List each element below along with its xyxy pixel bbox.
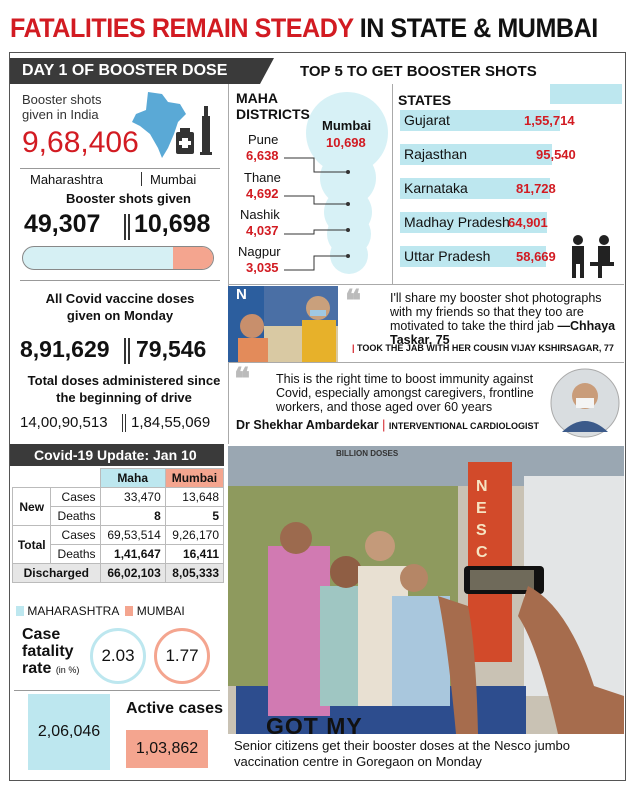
- divider: [141, 172, 142, 186]
- mumbai-share-fill: [173, 247, 213, 270]
- quote1-caption: | TOOK THE JAB WITH HER COUSIN VIJAY KSHIRSAGAR, 77: [352, 343, 614, 353]
- divider: [125, 414, 126, 432]
- district-leader-lines: [284, 150, 354, 274]
- headline-part2: IN STATE & MUMBAI: [359, 13, 598, 43]
- state-name-karnataka: Karnataka: [404, 180, 468, 196]
- col-mumbai: Mumbai: [165, 469, 223, 488]
- row-discharged: Discharged: [13, 564, 101, 583]
- table-corner: [13, 469, 101, 488]
- total-doses-title: [0, 372, 248, 406]
- total-doses-mh-value: 14,00,90,513: [20, 414, 108, 431]
- quote1-body: I'll share my booster shot photographs with my friends so that they too are motivated to take the third jab: [390, 291, 602, 333]
- total-doses-title-line2: the beginning of drive: [56, 390, 192, 405]
- quote2-mark-icon: ❝: [234, 363, 251, 396]
- active-mumbai: 1,03,862: [126, 730, 208, 768]
- mum-label: Mumbai: [150, 172, 197, 187]
- quote2-role: INTERVENTIONAL CARDIOLOGIST: [388, 421, 540, 431]
- active-title: Active cases: [126, 700, 223, 717]
- india-label-line1: Booster shots: [22, 92, 102, 107]
- divider: [124, 214, 126, 240]
- district-value-nagpur: 3,035: [246, 260, 279, 275]
- cases-label: Cases: [51, 488, 100, 507]
- photo-top-sign: BILLION DOSES: [336, 449, 399, 458]
- cfr-label-line2: fatality: [22, 643, 74, 660]
- state-value-karnataka: 81,728: [516, 181, 556, 196]
- update-title: Covid-19 Update: Jan 10: [10, 444, 224, 466]
- india-value: 9,68,406: [22, 126, 139, 159]
- cfr-label: [22, 626, 79, 679]
- active-maha: 2,06,046: [28, 694, 110, 770]
- covid-update-table: [12, 468, 224, 583]
- all-doses-title-line1: All Covid vaccine doses: [45, 291, 195, 306]
- row-new: New: [13, 488, 51, 526]
- state-bar-rajasthan: [400, 144, 552, 165]
- new-deaths-maha: 8: [100, 507, 165, 526]
- divider: [128, 214, 130, 240]
- districts-title: [236, 90, 310, 122]
- quote1-author: —Chhaya Taskar, 75: [390, 319, 616, 347]
- total-cases-mumbai: 9,26,170: [165, 526, 223, 545]
- deaths-label: Deaths: [51, 545, 100, 564]
- india-label: [22, 92, 102, 122]
- cfr-unit: (in %): [55, 665, 80, 675]
- top5-title: TOP 5 TO GET BOOSTER SHOTS: [300, 63, 537, 80]
- divider: [14, 690, 220, 691]
- legend-maha-label: MAHARASHTRA: [27, 604, 119, 618]
- quote2-author: Dr Shekhar Ambardekar: [236, 418, 379, 432]
- all-doses-title-line2: given on Monday: [66, 308, 174, 323]
- divider: [392, 84, 393, 284]
- new-deaths-mumbai: 5: [165, 507, 223, 526]
- row-total: Total: [13, 526, 51, 564]
- headline: [10, 6, 598, 50]
- districts-title-line1: MAHA: [236, 90, 278, 106]
- divider: [20, 168, 220, 169]
- divider: [228, 84, 229, 444]
- total-doses-title-line1: Total doses administered since: [27, 373, 221, 388]
- state-name-rajasthan: Rajasthan: [404, 146, 468, 162]
- quote1-photo-letter: N: [236, 286, 247, 303]
- cases-label: Cases: [51, 526, 100, 545]
- quote2-photo: [550, 368, 620, 438]
- divider: [20, 280, 220, 281]
- total-deaths-maha: 1,41,647: [100, 545, 165, 564]
- photo-caption: Senior citizens get their booster doses at the Nesco jumbo vaccination centre in Goregaon on Monday: [234, 738, 571, 769]
- quote2-text: This is the right time to boost immunity against Covid, especially amongst caregivers, frontline workers, and those aged over 60 years: [276, 372, 534, 414]
- photo-sign-letters: NESC: [476, 478, 488, 561]
- quote1-mark-icon: ❝: [345, 285, 362, 318]
- new-cases-mumbai: 13,648: [165, 488, 223, 507]
- district-name-nagpur: Nagpur: [238, 244, 281, 259]
- state-value-madhya-pradesh: 64,901: [508, 215, 548, 230]
- divider: [228, 362, 624, 363]
- state-name-madhya-pradesh: Madhay Pradesh: [404, 214, 510, 230]
- legend: [16, 604, 185, 618]
- total-doses-mum-value: 1,84,55,069: [131, 414, 211, 431]
- state-value-uttar-pradesh: 58,669: [516, 249, 556, 264]
- district-name-thane: Thane: [244, 170, 281, 185]
- legend-maha-swatch: [16, 606, 24, 616]
- india-label-line2: given in India: [22, 107, 99, 122]
- quote2-attribution: Dr Shekhar Ambardekar | INTERVENTIONAL CARDIOLOGIST: [236, 418, 540, 432]
- mumbai-district-value: 10,698: [326, 135, 366, 150]
- booster-share-bar: [22, 246, 214, 270]
- quote1-caption-text: TOOK THE JAB WITH HER COUSIN VIJAY KSHIRSAGAR, 77: [357, 343, 614, 353]
- divider: [122, 414, 123, 432]
- col-maha: Maha: [100, 469, 165, 488]
- mumbai-district-label: Mumbai: [322, 118, 372, 133]
- legend-mumbai-label: MUMBAI: [136, 604, 185, 618]
- total-cases-maha: 69,53,514: [100, 526, 165, 545]
- divider: [124, 338, 126, 364]
- divider: [128, 338, 130, 364]
- headline-part1: FATALITIES REMAIN STEADY: [10, 13, 354, 43]
- state-value-rajasthan: 95,540: [536, 147, 576, 162]
- cfr-label-line3: rate: [22, 660, 52, 677]
- mh-label: Maharashtra: [30, 172, 103, 187]
- all-doses-mum-value: 79,546: [136, 336, 207, 362]
- district-name-nashik: Nashik: [240, 207, 280, 222]
- discharged-maha: 66,02,103: [100, 564, 165, 583]
- quote1-text: [390, 291, 620, 347]
- state-name-uttar-pradesh: Uttar Pradesh: [404, 248, 491, 264]
- cfr-maha-circle: 2.03: [90, 628, 146, 684]
- photo-banner-text: GOT MY: [266, 713, 363, 739]
- mum-booster-value: 10,698: [134, 210, 211, 238]
- discharged-mumbai: 8,05,333: [165, 564, 223, 583]
- cfr-mumbai-circle: 1.77: [154, 628, 210, 684]
- legend-mumbai-swatch: [125, 606, 133, 616]
- district-value-thane: 4,692: [246, 186, 279, 201]
- all-doses-title: [0, 290, 240, 324]
- cfr-label-line1: Case: [22, 626, 61, 643]
- section-tag: DAY 1 OF BOOSTER DOSE: [10, 58, 260, 84]
- india-map-syringe-icon: [128, 88, 220, 164]
- states-title: STATES: [398, 92, 452, 108]
- districts-title-line2: DISTRICTS: [236, 106, 310, 122]
- booster-title: Booster shots given: [66, 191, 191, 206]
- district-value-nashik: 4,037: [246, 223, 279, 238]
- event-photo: [228, 446, 624, 734]
- state-value-gujarat: 1,55,714: [524, 113, 575, 128]
- divider: [228, 284, 624, 285]
- state-name-gujarat: Gujarat: [404, 112, 450, 128]
- deaths-label: Deaths: [51, 507, 100, 526]
- all-doses-mh-value: 8,91,629: [20, 336, 110, 362]
- total-deaths-mumbai: 16,411: [165, 545, 223, 564]
- vaccination-icon: [568, 232, 618, 280]
- district-value-pune: 6,638: [246, 148, 279, 163]
- district-name-pune: Pune: [248, 132, 279, 147]
- decor-bar: [550, 84, 622, 104]
- mh-booster-value: 49,307: [24, 210, 101, 238]
- new-cases-maha: 33,470: [100, 488, 165, 507]
